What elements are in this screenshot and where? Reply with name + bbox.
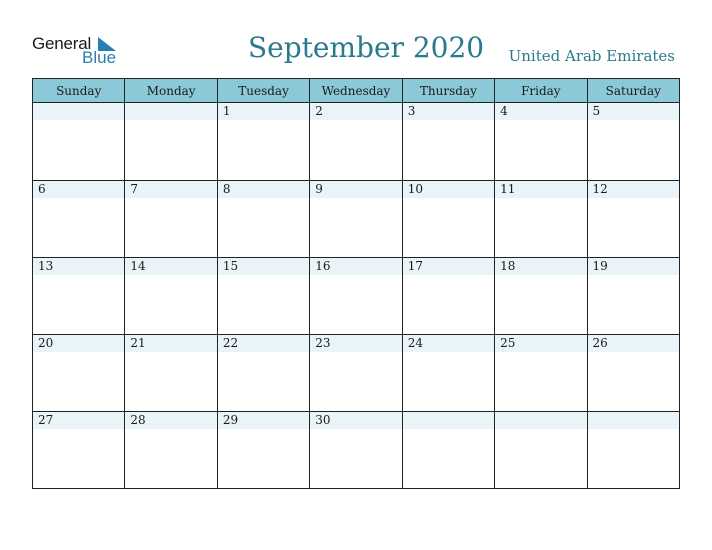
day-number: 27 xyxy=(33,412,124,429)
week-row xyxy=(33,412,680,489)
day-cell xyxy=(217,412,309,489)
weekday-header: Wednesday xyxy=(310,79,402,103)
day-cell xyxy=(125,103,217,181)
day-number: 9 xyxy=(310,181,401,198)
day-cell xyxy=(33,181,125,258)
day-number: 5 xyxy=(588,103,679,120)
day-number: 15 xyxy=(218,258,309,275)
day-number: 12 xyxy=(588,181,679,198)
day-cell xyxy=(33,103,125,181)
weekday-header: Sunday xyxy=(33,79,125,103)
day-number: 19 xyxy=(588,258,679,275)
day-cell xyxy=(125,181,217,258)
weekday-header: Saturday xyxy=(587,79,679,103)
week-row xyxy=(33,258,680,335)
day-number: 4 xyxy=(495,103,586,120)
day-number: 30 xyxy=(310,412,401,429)
day-cell xyxy=(495,181,587,258)
week-row xyxy=(33,335,680,412)
day-cell xyxy=(402,103,494,181)
day-cell xyxy=(310,103,402,181)
generalblue-logo xyxy=(32,34,132,68)
day-number: 3 xyxy=(403,103,494,120)
day-cell xyxy=(125,335,217,412)
day-number: 6 xyxy=(33,181,124,198)
day-number: 21 xyxy=(125,335,216,352)
day-cell xyxy=(33,258,125,335)
calendar-title: September 2020 xyxy=(248,31,485,64)
day-cell xyxy=(587,335,679,412)
day-number: 2 xyxy=(310,103,401,120)
day-number xyxy=(495,412,586,429)
month-calendar xyxy=(32,78,680,489)
day-number: 17 xyxy=(403,258,494,275)
week-row xyxy=(33,103,680,181)
weekday-header: Monday xyxy=(125,79,217,103)
week-row xyxy=(33,181,680,258)
day-cell xyxy=(495,258,587,335)
day-cell xyxy=(495,412,587,489)
weekday-header: Tuesday xyxy=(217,79,309,103)
day-cell xyxy=(495,335,587,412)
logo-text-general: General xyxy=(32,34,92,53)
day-cell xyxy=(125,412,217,489)
day-cell xyxy=(587,258,679,335)
day-cell xyxy=(587,181,679,258)
day-cell xyxy=(587,103,679,181)
weekday-header: Thursday xyxy=(402,79,494,103)
day-number: 1 xyxy=(218,103,309,120)
day-number: 25 xyxy=(495,335,586,352)
day-cell xyxy=(310,258,402,335)
day-number: 18 xyxy=(495,258,586,275)
logo-text-blue: Blue xyxy=(82,48,117,67)
day-cell xyxy=(310,335,402,412)
day-cell xyxy=(125,258,217,335)
day-cell xyxy=(402,181,494,258)
day-number xyxy=(588,412,679,429)
day-cell xyxy=(33,412,125,489)
day-cell xyxy=(33,335,125,412)
country-label: United Arab Emirates xyxy=(508,47,675,65)
day-number xyxy=(33,103,124,120)
day-cell xyxy=(587,412,679,489)
day-number xyxy=(125,103,216,120)
day-number: 10 xyxy=(403,181,494,198)
day-cell xyxy=(402,335,494,412)
day-number: 24 xyxy=(403,335,494,352)
day-number: 8 xyxy=(218,181,309,198)
day-number: 28 xyxy=(125,412,216,429)
day-cell xyxy=(402,412,494,489)
day-cell xyxy=(217,103,309,181)
day-number: 11 xyxy=(495,181,586,198)
day-cell xyxy=(310,181,402,258)
day-cell xyxy=(495,103,587,181)
weekday-header-row xyxy=(33,79,680,103)
day-cell xyxy=(217,335,309,412)
weekday-header: Friday xyxy=(495,79,587,103)
day-number xyxy=(403,412,494,429)
day-number: 7 xyxy=(125,181,216,198)
day-cell xyxy=(310,412,402,489)
day-number: 22 xyxy=(218,335,309,352)
day-number: 16 xyxy=(310,258,401,275)
day-number: 29 xyxy=(218,412,309,429)
day-number: 26 xyxy=(588,335,679,352)
day-number: 23 xyxy=(310,335,401,352)
day-number: 13 xyxy=(33,258,124,275)
day-cell xyxy=(217,181,309,258)
day-number: 20 xyxy=(33,335,124,352)
day-cell xyxy=(217,258,309,335)
day-number: 14 xyxy=(125,258,216,275)
day-cell xyxy=(402,258,494,335)
